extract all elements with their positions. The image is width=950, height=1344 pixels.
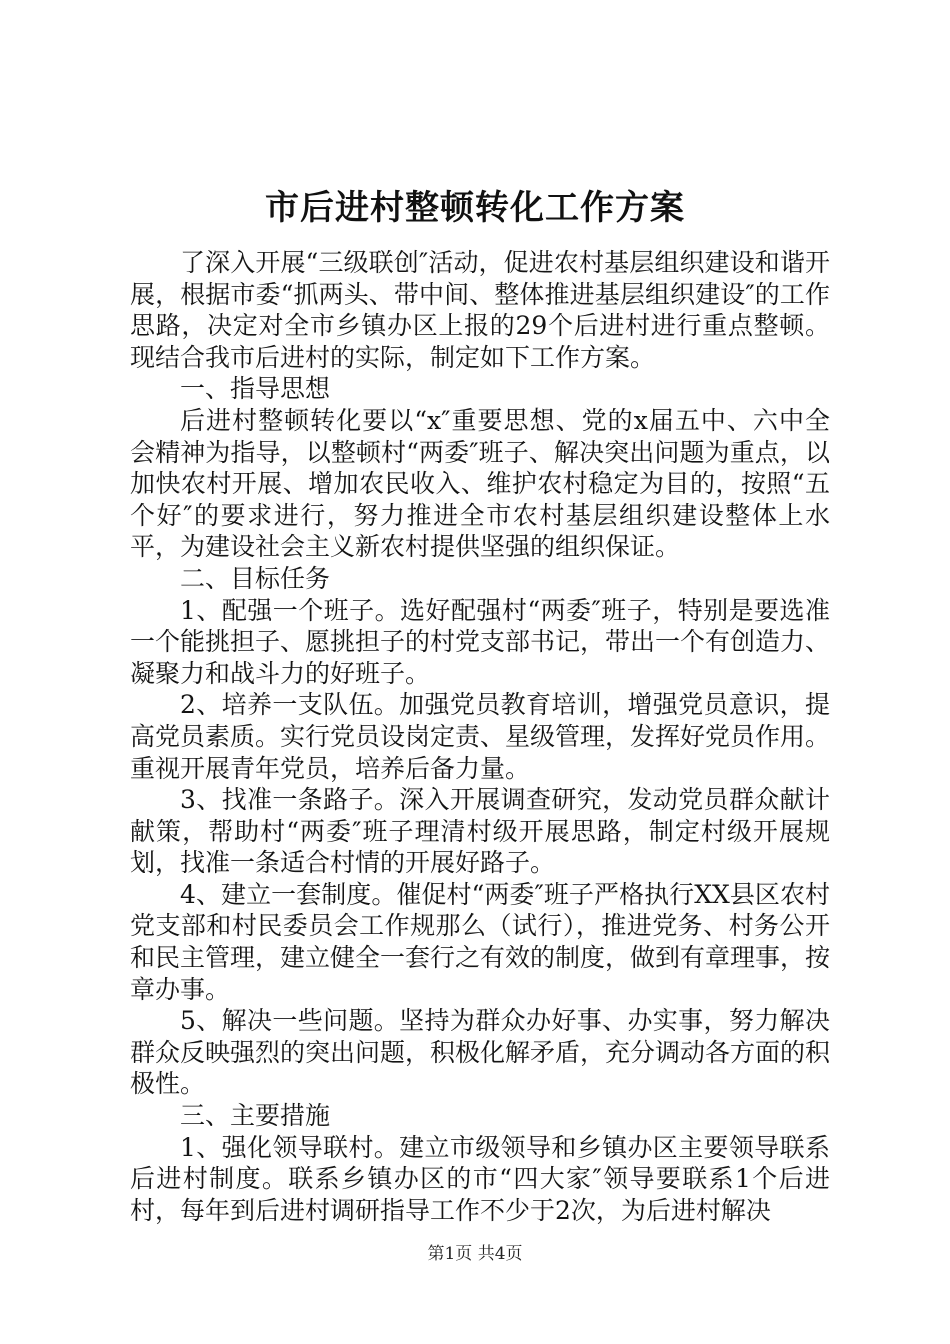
document-title: 市后进村整顿转化工作方案	[265, 188, 685, 228]
paragraph-goal-1: 1、配强一个班子。选好配强村“两委″班子，特别是要选准一个能挑担子、愿挑担子的村党支部书记，带出一个有创造力、凝聚力和战斗力的好班子。	[130, 595, 831, 688]
paragraph-goal-5: 5、解决一些问题。坚持为群众办好事、办实事，努力解决群众反映强烈的突出问题，积极化解矛盾，充分调动各方面的积极性。	[130, 1006, 831, 1099]
paragraph-intro: 了深入开展“三级联创″活动，促进农村基层组织建设和谐开展，根据市委“抓两头、带中间、整体推进基层组织建设″的工作思路，决定对全市乡镇办区上报的29个后进村进行重点整顿。现结合我市后进村的实际，制定如下工作方案。	[130, 248, 830, 372]
paragraph-goal-2: 2、培养一支队伍。加强党员教育培训，增强党员意识，提高党员素质。实行党员设岗定责、星级管理，发挥好党员作用。重视开展青年党员，培养后备力量。	[130, 690, 831, 783]
paragraph-guiding-ideology: 后进村整顿转化要以“x″重要思想、党的x届五中、六中全会精神为指导，以整顿村“两委″班子、解决突出问题为重点，以加快农村开展、增加农民收入、维护农村稳定为目的，按照“五个好″的要求进行，努力推进全市农村基层组织建设整体上水平，为建设社会主义新农村提供坚强的组织保证。	[130, 405, 830, 562]
paragraph-measure-1: 1、强化领导联村。建立市级领导和乡镇办区主要领导联系后进村制度。联系乡镇办区的市“四大家″领导要联系1个后进村，每年到后进村调研指导工作不少于2次，为后进村解决	[130, 1132, 830, 1225]
section-heading-guiding-ideology: 一、指导思想	[180, 374, 331, 404]
page-number-footer: 第1页 共4页	[427, 1244, 523, 1264]
paragraph-goal-4: 4、建立一套制度。催促村“两委″班子严格执行XX县区农村党支部和村民委员会工作规那么（试行），推进党务、村务公开和民主管理，建立健全一套行之有效的制度，做到有章理事，按章办事。	[130, 879, 831, 1004]
section-heading-goals: 二、目标任务	[180, 563, 331, 593]
section-heading-measures: 三、主要措施	[180, 1101, 331, 1131]
paragraph-goal-3: 3、找准一条路子。深入开展调查研究，发动党员群众献计献策，帮助村“两委″班子理清村级开展思路，制定村级开展规划，找准一条适合村情的开展好路子。	[130, 785, 830, 878]
document-body	[130, 247, 830, 1226]
